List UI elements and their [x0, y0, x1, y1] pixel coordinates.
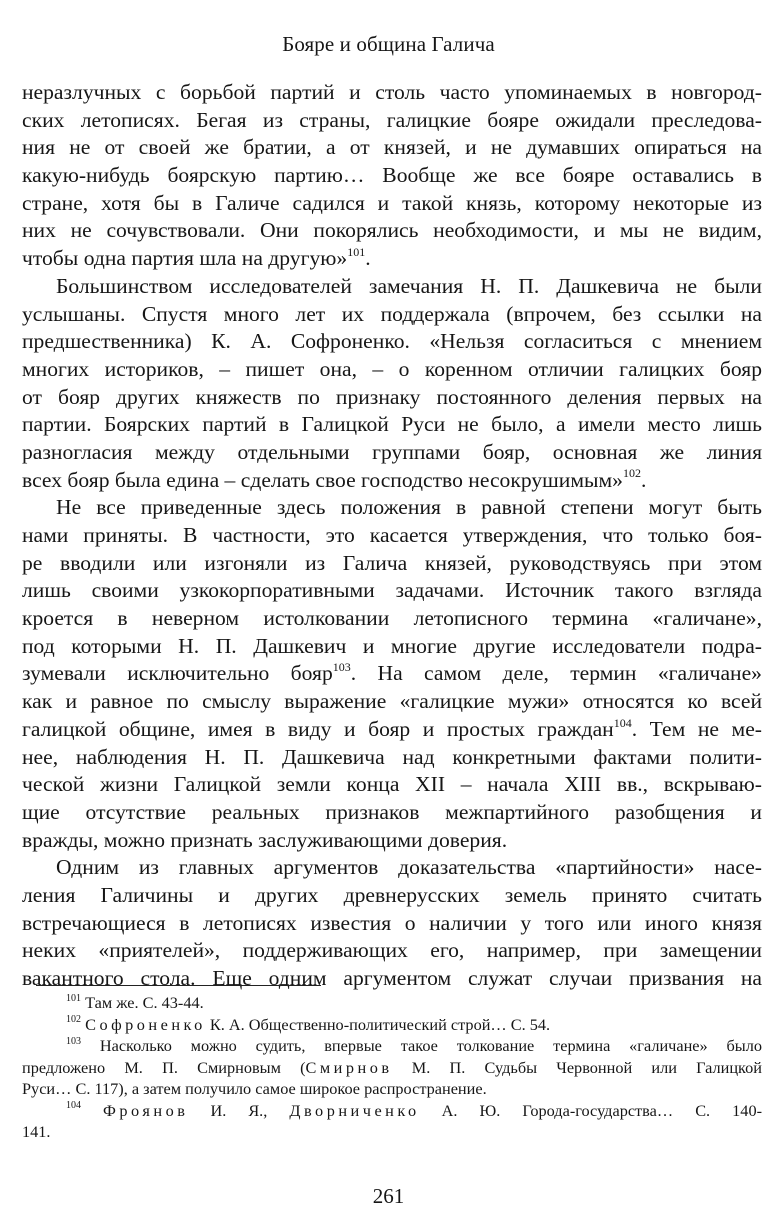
footnote-103-line [22, 1057, 762, 1079]
footnote-number: 101 [66, 992, 81, 1004]
text-line [22, 660, 762, 688]
footnote-103-line: Руси… С. 117), а затем получило самое широкое распространение. [22, 1079, 487, 1098]
text-line: неких «приятелей», поддерживающих его, например, при замещении [22, 938, 762, 963]
line-text: всех бояр была едина – сделать свое господство несокрушимым» [22, 467, 623, 492]
text-line: стране, хотя бы в Галиче садился и такой князь, которому некоторые из [22, 190, 762, 215]
footnote-103 [22, 1035, 762, 1057]
footnote-104 [22, 1100, 762, 1122]
footnote-ref: 103 [332, 660, 351, 675]
text-line: ния не от своей же братии, а от князей, и не думавших опираться на [22, 135, 762, 160]
text-line: Одним из главных аргументов доказательства «партийности» насе- [56, 855, 762, 880]
text-line: ления Галичины и других древнерусских земель принято считать [22, 882, 762, 907]
text-line [22, 467, 762, 495]
footnotes [22, 992, 762, 1143]
text-line: лишь своими узкокорпоративными задачами. Источник такого взгляда [22, 578, 762, 603]
footnote-author: Фроянов [103, 1100, 189, 1120]
footnote-text: Там же. С. 43-44. [85, 993, 204, 1012]
footnote-ref: 104 [613, 715, 632, 730]
text-line: какую-нибудь боярскую партию… Вообще же все бояре оставались в [22, 163, 762, 188]
text-line: вакантного стола. Еще одним аргументом служат случаи призвания на [22, 966, 762, 990]
text-line: Большинством исследователей замечания Н. П. Дашкевича не были [56, 273, 762, 298]
footnote-text: К. А. Общественно-политический строй… С. 54. [205, 1014, 551, 1034]
main-text [22, 79, 762, 993]
text-line: нами приняты. В частности, это касается утверждения, что только боя- [22, 523, 762, 547]
text-line: щие отсутствие реальных признаков межпартийного разобщения и [22, 799, 762, 824]
running-title: Бояре и община Галича [282, 32, 495, 56]
text-line: под которыми Н. П. Дашкевич и многие другие исследователи подра- [22, 633, 762, 658]
footnote-text: И. Я., [188, 1100, 290, 1120]
text-line: предшественника) К. А. Софроненко. «Нельзя согласиться с мнением [22, 329, 762, 354]
footnote-number: 102 [66, 1014, 81, 1026]
text-line: партии. Боярских партий в Галицкой Руси не было, а имели место лишь [22, 412, 762, 437]
line-text: . [365, 246, 371, 271]
line-text: . [640, 467, 647, 492]
footnote-separator [36, 985, 321, 986]
text-line: услышаны. Спустя много лет их поддержала (впрочем, без ссылки на [22, 301, 762, 326]
footnote-text: предложено М. П. Смирновым ( [22, 1057, 306, 1077]
footnote-text: М. П. Судьбы Червонной или Галицкой [392, 1057, 762, 1077]
line-text: . На самом деле, термин «галичане» [350, 661, 762, 686]
footnote-number: 103 [66, 1035, 81, 1047]
text-line: них не сочувствовали. Они покорялись необходимости, и мы не видим, [22, 218, 762, 243]
text-line: ческой жизни Галицкой земли конца XII – начала XIII вв., вскрываю- [22, 772, 762, 797]
line-text: . Тем не ме- [631, 716, 762, 741]
text-line: от бояр других княжеств по признаку постоянного деления первых на [22, 384, 762, 409]
line-text: чтобы одна партия шла на другую» [22, 246, 348, 271]
text-line: кроется в неверном истолковании летописного термина «галичане», [22, 606, 762, 631]
text-line: встречающиеся в летописях известия о наличии у того или иного князя [22, 910, 762, 935]
footnote-author: Смирнов [305, 1057, 393, 1077]
text-line: ских летописях. Бегая из страны, галицкие бояре ожидали преследова- [22, 107, 762, 132]
text-line [22, 245, 762, 273]
text-line: вражды, можно признать заслуживающими доверия. [22, 827, 508, 852]
footnote-author: Софроненко [85, 1014, 206, 1034]
text-line: Не все приведенные здесь положения в равной степени могут быть [56, 495, 762, 520]
footnote-101 [22, 992, 762, 1014]
text-line: разногласия между отдельными группами бояр, основная же линия [22, 439, 762, 464]
footnote-ref: 101 [347, 245, 366, 259]
footnote-102 [22, 1014, 762, 1036]
footnote-104-line: 141. [22, 1122, 51, 1141]
text-line [22, 716, 762, 744]
line-text: зумевали исключительно бояр [22, 661, 333, 686]
footnote-text: А. Ю. Города-государства… С. 140- [419, 1100, 762, 1120]
footnote-ref: 102 [622, 466, 641, 481]
text-line: ре вводили или изгоняли из Галича князей, руководствуясь при этом [22, 550, 762, 575]
footnote-text: Насколько можно судить, впервые такое толкование термина «галичане» было [99, 1036, 762, 1055]
text-line: многих историков, – пишет она, – о коренном отличии галицких бояр [22, 356, 762, 381]
footnote-author: Дворниченко [289, 1100, 420, 1120]
text-line: неразлучных с борьбой партий и столь часто упоминаемых в новгород- [22, 80, 762, 104]
page-number: 261 [372, 1184, 405, 1208]
footnote-number: 104 [66, 1100, 81, 1112]
text-line: нее, наблюдения Н. П. Дашкевича над конкретными фактами полити- [22, 744, 762, 769]
line-text: галицкой общине, имея в виду и бояр и простых граждан [22, 716, 614, 741]
text-line: как и равное по смыслу выражение «галицкие мужи» относятся ко всей [22, 689, 762, 714]
